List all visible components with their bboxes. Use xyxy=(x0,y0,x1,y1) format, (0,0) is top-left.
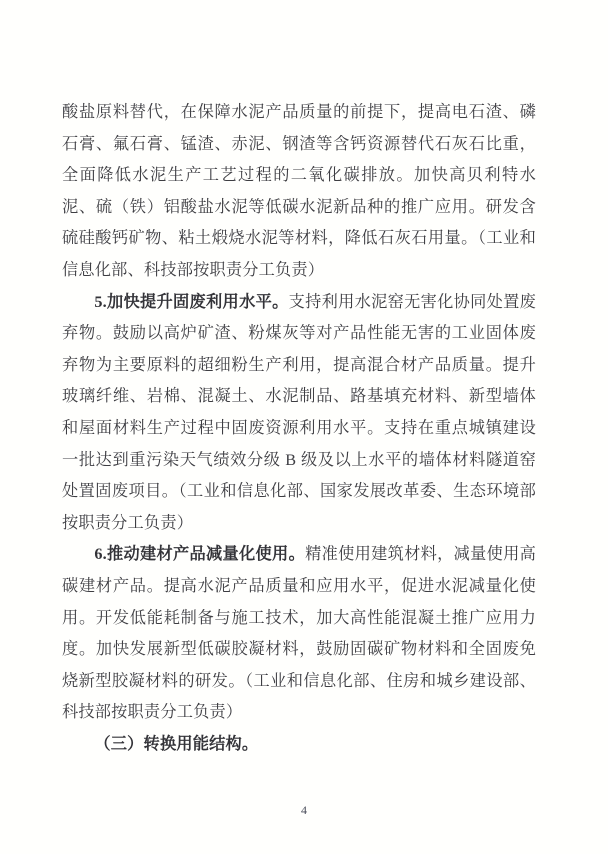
page-number: 4 xyxy=(301,803,307,817)
paragraph-item-6 xyxy=(62,539,536,729)
paragraph-text: 精准使用建筑材料，减量使用高碳建材产品。提高水泥产品质量和应用水平，促进水泥减量化使用。开发低能耗制备与施工技术，加大高性能混凝土推广应用力度。加快发展新型低碳胶凝材料，鼓励固碳矿物材料和全固废免烧新型胶凝材料的研发。（工业和信息化部、住房和城乡建设部、科技部按职责分工负责） xyxy=(62,545,536,722)
paragraph-text: 酸盐原料替代，在保障水泥产品质量的前提下，提高电石渣、磷石膏、氟石膏、锰渣、赤泥、钢渣等含钙资源替代石灰石比重，全面降低水泥生产工艺过程的二氧化碳排放。加快高贝利特水泥、硫（铁）铝酸盐水泥等低碳水泥新品种的推广应用。研发含硫硅酸钙矿物、粘土煅烧水泥等材料，降低石灰石用量。（工业和信息化部、科技部按职责分工负责） xyxy=(62,103,536,279)
paragraph-continuation xyxy=(62,97,536,287)
paragraph-heading: 5.加快提升固废利用水平。 xyxy=(94,292,289,311)
section-heading-text: （三）转换用能结构。 xyxy=(94,734,259,753)
paragraph-heading: 6.推动建材产品减量化使用。 xyxy=(94,545,306,564)
paragraph-section-heading xyxy=(62,729,536,761)
paragraph-text: 支持利用水泥窑无害化协同处置废弃物。鼓励以高炉矿渣、粉煤灰等对产品性能无害的工业固体废弃物为主要原料的超细粉生产利用，提高混合材产品质量。提升玻璃纤维、岩棉、混凝土、水泥制品、路基填充材料、新型墙体和屋面材料生产过程中固废资源利用水平。支持在重点城镇建设一批达到重污染天气绩效分级 B 级及以上水平的墙体材料隧道窑处置固废项目。（工业和信息化部、国家发展改革委、生态环境部按职责分工负责） xyxy=(62,292,536,532)
paragraph-item-5 xyxy=(62,287,536,540)
document-body xyxy=(62,97,536,760)
